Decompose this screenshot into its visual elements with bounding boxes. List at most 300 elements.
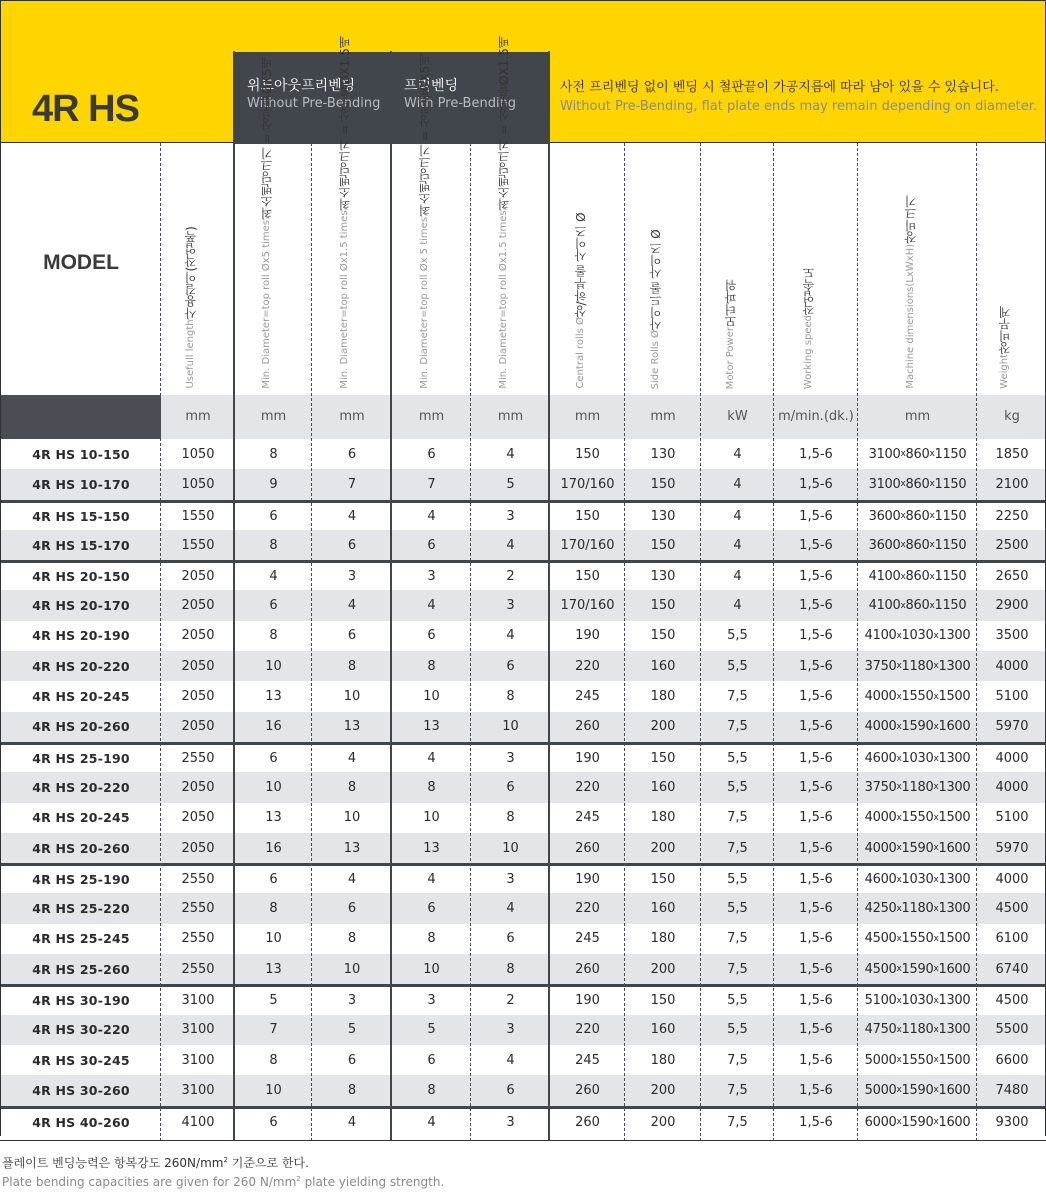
side-cell: 160: [650, 658, 676, 674]
central-cell: 170/160: [560, 598, 615, 614]
unit-cell: mm: [339, 409, 365, 424]
dimensions-cell: [858, 503, 977, 530]
times-separator: x: [896, 933, 902, 944]
length-cell: 2550: [181, 931, 215, 947]
table-row: [1, 742, 1045, 772]
times-separator: x: [933, 691, 939, 702]
column-header-ko: 최소벤딩크기 = 상부롤ØX1.5배: [338, 36, 352, 211]
wo5-cell: 10: [265, 1082, 282, 1098]
column-divider: [700, 143, 701, 1141]
length-cell: 3100: [181, 1082, 215, 1098]
model-cell: 4R HS 20-150: [32, 569, 130, 585]
central-cell: 190: [575, 993, 600, 1009]
w15-cell: 2: [506, 569, 515, 585]
dimensions-cell: [858, 803, 977, 833]
w5-cell: 4: [427, 872, 436, 888]
times-separator: x: [896, 753, 902, 764]
power-cell: 4: [733, 476, 742, 492]
dimension-value: 1600: [938, 840, 971, 856]
times-separator: x: [933, 1055, 939, 1066]
unit-cell: kg: [1004, 409, 1020, 424]
wo5-cell: 6: [269, 508, 278, 524]
speed-cell: 1,5-6: [799, 658, 833, 674]
power-cell: 7,5: [727, 1082, 748, 1098]
table-row: [1, 772, 1045, 802]
power-cell: 4: [733, 537, 742, 553]
speed-cell: 1,5-6: [799, 1022, 833, 1038]
times-separator: x: [933, 661, 939, 672]
prebending-note: [560, 79, 1046, 116]
times-separator: x: [933, 843, 939, 853]
times-separator: x: [933, 1085, 939, 1096]
dimension-value: 1300: [938, 993, 971, 1009]
model-cell: 4R HS 30-220: [32, 1022, 130, 1038]
wo15-cell: 13: [343, 840, 361, 856]
length-cell: 2050: [181, 658, 215, 674]
speed-cell: 1,5-6: [799, 537, 833, 553]
weight-cell: 2900: [995, 598, 1029, 614]
power-cell: 5,5: [727, 872, 748, 888]
length-cell: 2550: [181, 872, 215, 888]
dimensions-cell: [858, 987, 977, 1014]
column-header-en: Central rolls Ø: [575, 317, 586, 389]
wo5-cell: 10: [265, 931, 282, 947]
dimension-value: 1590: [901, 961, 934, 977]
times-separator: x: [933, 933, 939, 944]
w5-cell: 6: [427, 628, 436, 644]
side-cell: 200: [650, 840, 676, 856]
table-row: [1, 621, 1045, 651]
column-header-ko: 사이드롤 사이즈 Ø: [649, 228, 663, 330]
column-header-8: [724, 279, 738, 389]
central-cell: 245: [575, 931, 600, 947]
times-separator: x: [933, 1117, 939, 1128]
unit-cell: m/min.(dk.): [778, 409, 854, 424]
dimensions-cell: [858, 590, 977, 620]
speed-cell: 1,5-6: [799, 931, 833, 947]
dimension-value: 1150: [934, 569, 967, 585]
times-separator: x: [929, 511, 935, 522]
wo15-cell: 4: [347, 1114, 357, 1130]
unit-row: [0, 395, 1046, 439]
w15-cell: 6: [506, 658, 515, 674]
dimension-value: 1500: [938, 810, 971, 826]
dimension-value: 1150: [934, 508, 967, 524]
dimension-value: 860: [905, 508, 930, 524]
central-cell: 190: [575, 872, 600, 888]
side-cell: 200: [650, 961, 676, 977]
power-cell: 7,5: [727, 840, 748, 856]
wo5-cell: 10: [265, 779, 282, 795]
side-cell: 160: [650, 1022, 676, 1038]
weight-cell: 4000: [995, 751, 1029, 767]
times-separator: x: [933, 782, 939, 793]
column-header-9: [802, 267, 816, 389]
table-row: [1, 893, 1045, 923]
times-separator: x: [933, 630, 939, 641]
model-cell: 4R HS 20-260: [32, 719, 130, 735]
model-cell: 4R HS 30-245: [32, 1052, 130, 1068]
speed-cell: 1,5-6: [799, 476, 833, 492]
power-cell: 4: [733, 508, 742, 524]
dimension-value: 1180: [901, 1022, 934, 1038]
model-cell: 4R HS 25-190: [32, 872, 130, 888]
dimension-value: 3100: [868, 446, 901, 462]
footnote-en: Plate bending capacities are given for 260 $N/mm^2$ plate yielding strength.: [2, 1175, 445, 1189]
weight-cell: 2250: [995, 508, 1029, 524]
table-row: [1, 924, 1045, 954]
central-cell: 170/160: [560, 476, 615, 492]
table-row: [1, 500, 1045, 530]
column-header-ko: 최소벤딩크기 = 상부롤ØX5배: [418, 54, 432, 218]
column-header-ko: 상/하부롤 사이즈 Ø: [574, 212, 588, 318]
speed-cell: 1,5-6: [799, 779, 833, 795]
dimensions-cell: [858, 621, 977, 651]
times-separator: x: [929, 479, 935, 490]
column-divider: [233, 51, 235, 1141]
column-header-2: [260, 57, 274, 389]
prebending-note-ko: 사전 프리벤딩 없이 벤딩 시 철판끝이 가공지름에 따라 남아 있을 수 있습니다.: [560, 80, 999, 95]
power-cell: 4: [733, 598, 742, 614]
weight-cell: 9300: [995, 1114, 1029, 1130]
dimension-value: 5100: [864, 993, 897, 1009]
central-cell: 260: [575, 840, 600, 856]
table-row: [1, 984, 1045, 1014]
column-divider: [773, 143, 774, 1141]
wo5-cell: 8: [269, 1052, 278, 1068]
dimension-value: 4500: [864, 931, 897, 947]
dimensions-cell: [858, 469, 977, 499]
w15-cell: 8: [506, 961, 515, 977]
model-cell: 4R HS 20-245: [32, 689, 130, 705]
times-separator: x: [900, 511, 906, 522]
wo15-cell: 8: [347, 931, 357, 947]
without-prebending-header: [235, 52, 391, 144]
dimensions-cell: [858, 1075, 977, 1105]
dimension-value: 860: [905, 598, 930, 614]
column-header-en: Side Rolls Ø: [650, 329, 661, 389]
central-cell: 245: [575, 689, 600, 705]
times-separator: x: [896, 812, 902, 823]
with-prebending-header: [392, 52, 550, 144]
with-prebending-en: With Pre-Bending: [404, 96, 517, 111]
w15-cell: 2: [506, 993, 515, 1009]
power-cell: 7,5: [727, 1052, 748, 1068]
dimension-value: 4250: [864, 901, 897, 917]
dimensions-cell: [858, 712, 977, 742]
times-separator: x: [933, 1024, 939, 1035]
model-cell: 4R HS 25-190: [32, 751, 130, 767]
dimension-value: 860: [905, 446, 930, 462]
wo5-cell: 5: [269, 993, 278, 1009]
speed-cell: 1,5-6: [799, 810, 833, 826]
dimension-value: 860: [905, 476, 930, 492]
w15-cell: 5: [506, 476, 515, 492]
table-row: [1, 439, 1045, 469]
times-separator: x: [896, 995, 902, 1006]
w5-cell: 4: [427, 598, 436, 614]
dimension-value: 1600: [938, 961, 971, 977]
dimensions-cell: [858, 924, 977, 954]
length-cell: 2050: [181, 719, 215, 735]
power-cell: 7,5: [727, 689, 748, 705]
table-bottom-border: [0, 1140, 1046, 1141]
w5-cell: 13: [423, 840, 440, 856]
model-cell: 4R HS 20-220: [32, 779, 130, 795]
wo15-cell: 5: [347, 1022, 357, 1038]
model-cell: 4R HS 25-260: [32, 961, 130, 977]
times-separator: x: [929, 540, 935, 551]
w15-cell: 8: [506, 689, 515, 705]
w15-cell: 6: [506, 931, 515, 947]
speed-cell: 1,5-6: [799, 689, 833, 705]
times-separator: x: [900, 600, 906, 611]
length-cell: 2550: [181, 901, 215, 917]
dimension-value: 1030: [901, 628, 934, 644]
length-cell: 2050: [181, 840, 215, 856]
power-cell: 7,5: [727, 1114, 748, 1130]
times-separator: x: [933, 964, 939, 975]
w5-cell: 6: [427, 1052, 436, 1068]
weight-cell: 4000: [995, 872, 1029, 888]
central-cell: 190: [575, 628, 600, 644]
dimension-value: 1150: [934, 446, 967, 462]
without-prebending-ko: 위드아웃프리벤딩: [247, 78, 356, 94]
wo5-cell: 13: [265, 810, 282, 826]
dimension-value: 1600: [938, 1082, 971, 1098]
dimension-value: 4500: [864, 961, 897, 977]
times-separator: x: [896, 903, 902, 914]
times-separator: x: [933, 874, 939, 885]
w15-cell: 10: [502, 719, 519, 735]
column-header-ko: 장비무게: [998, 306, 1012, 355]
power-cell: 7,5: [727, 931, 748, 947]
times-separator: x: [896, 964, 902, 975]
model-cell: 4R HS 20-260: [32, 840, 130, 856]
dimension-value: 6000: [864, 1114, 897, 1130]
power-cell: 7,5: [727, 810, 748, 826]
model-cell: 4R HS 20-190: [32, 628, 130, 644]
w5-cell: 10: [423, 961, 440, 977]
table-row: [1, 590, 1045, 620]
dimension-value: 1500: [938, 1052, 971, 1068]
wo15-cell: 6: [347, 901, 357, 917]
times-separator: x: [900, 479, 906, 490]
wo15-cell: 4: [347, 598, 357, 614]
length-cell: 2050: [181, 810, 215, 826]
central-cell: 220: [575, 901, 600, 917]
power-cell: 5,5: [727, 1022, 748, 1038]
w5-cell: 4: [427, 1114, 436, 1130]
group-divider: [390, 51, 392, 1141]
wo5-cell: 6: [269, 1114, 278, 1130]
wo5-cell: 6: [269, 598, 278, 614]
central-cell: 260: [575, 1082, 600, 1098]
length-cell: 2050: [181, 689, 215, 705]
wo5-cell: 13: [265, 689, 282, 705]
model-cell: 4R HS 30-190: [32, 993, 130, 1009]
weight-cell: 5970: [995, 719, 1029, 735]
wo5-cell: 9: [269, 476, 278, 492]
w5-cell: 8: [427, 779, 436, 795]
wo15-cell: 10: [343, 689, 361, 705]
dimension-value: 4100: [864, 628, 897, 644]
length-cell: 1550: [181, 537, 215, 553]
table-row: [1, 560, 1045, 590]
unit-cell: mm: [260, 409, 287, 424]
dimension-value: 4000: [864, 840, 897, 856]
unit-cell: mm: [497, 409, 524, 424]
times-separator: x: [896, 1055, 902, 1066]
column-header-3: [338, 36, 352, 389]
dimension-value: 4750: [864, 1022, 897, 1038]
column-header-ko: 장비크기: [904, 196, 918, 245]
dimensions-cell: [858, 681, 977, 711]
central-cell: 220: [575, 779, 600, 795]
central-cell: 245: [575, 810, 600, 826]
dimension-value: 3750: [864, 658, 897, 674]
table-row: [1, 681, 1045, 711]
column-divider: [857, 143, 858, 1141]
speed-cell: 1,5-6: [799, 1052, 833, 1068]
central-cell: 245: [575, 1052, 600, 1068]
header-band: [0, 0, 1046, 143]
times-separator: x: [900, 449, 906, 460]
footnote: [2, 1152, 444, 1190]
dimension-value: 1500: [938, 689, 971, 705]
side-cell: 200: [650, 1082, 676, 1098]
times-separator: x: [933, 721, 939, 732]
column-header-en: Min. Diameter=top roll Øx5 times: [261, 220, 272, 389]
w15-cell: 6: [506, 779, 515, 795]
w5-cell: 4: [427, 508, 436, 524]
side-cell: 130: [650, 508, 676, 524]
dimension-value: 1180: [901, 658, 934, 674]
wo15-cell: 3: [347, 569, 357, 585]
w15-cell: 4: [506, 1052, 515, 1068]
times-separator: x: [933, 903, 939, 914]
dimension-value: 1030: [901, 872, 934, 888]
central-cell: 260: [575, 719, 600, 735]
power-cell: 7,5: [727, 719, 748, 735]
speed-cell: 1,5-6: [799, 901, 833, 917]
times-separator: x: [896, 1024, 902, 1035]
w15-cell: 3: [506, 1114, 515, 1130]
times-separator: x: [933, 812, 939, 823]
times-separator: x: [896, 691, 902, 702]
speed-cell: 1,5-6: [799, 598, 833, 614]
column-header-en: Min. Diameter=top roll Øx1.5 times: [339, 210, 350, 389]
length-cell: 2050: [181, 598, 215, 614]
column-header-ko: 작업속도: [802, 266, 816, 315]
dimension-value: 3750: [864, 779, 897, 795]
dimension-value: 1030: [901, 751, 934, 767]
dimension-value: 1300: [938, 658, 971, 674]
w15-cell: 4: [506, 901, 515, 917]
dimension-value: 1550: [901, 931, 934, 947]
side-cell: 180: [650, 931, 676, 947]
table-row: [1, 1075, 1045, 1105]
times-separator: x: [933, 753, 939, 764]
w5-cell: 4: [427, 751, 436, 767]
dimension-value: 4000: [864, 810, 897, 826]
model-cell: 4R HS 15-170: [32, 537, 130, 553]
column-header-7: [649, 229, 663, 389]
dimensions-cell: [858, 530, 977, 560]
weight-cell: 2500: [995, 537, 1029, 553]
w15-cell: 3: [506, 1022, 515, 1038]
side-cell: 130: [650, 446, 676, 462]
times-separator: x: [896, 782, 902, 793]
unit-cell: mm: [418, 409, 445, 424]
times-separator: x: [896, 843, 902, 853]
dimensions-cell: [858, 1109, 977, 1136]
w15-cell: 4: [506, 628, 515, 644]
side-cell: 150: [650, 872, 676, 888]
wo15-cell: 3: [347, 993, 357, 1009]
wo5-cell: 7: [269, 1022, 278, 1038]
w5-cell: 10: [423, 810, 440, 826]
central-cell: 150: [575, 569, 600, 585]
w5-cell: 5: [427, 1022, 436, 1038]
wo5-cell: 16: [265, 719, 282, 735]
spec-table-body: [0, 439, 1046, 1136]
column-header-6: [574, 212, 588, 389]
unit-cell: mm: [650, 409, 676, 424]
power-cell: 7,5: [727, 961, 748, 977]
dimensions-cell: [858, 893, 977, 923]
wo5-cell: 8: [269, 628, 278, 644]
wo5-cell: 8: [269, 446, 278, 462]
w15-cell: 4: [506, 446, 515, 462]
power-cell: 5,5: [727, 901, 748, 917]
wo5-cell: 6: [269, 751, 278, 767]
side-cell: 200: [650, 1114, 676, 1130]
power-cell: 5,5: [727, 658, 748, 674]
column-header-ko: 최소벤딩크기 = 상부롤ØX1.5배: [497, 36, 511, 211]
weight-cell: 2650: [995, 569, 1029, 585]
wo15-cell: 6: [347, 628, 357, 644]
dimensions-cell: [858, 772, 977, 802]
wo15-cell: 10: [343, 961, 361, 977]
wo5-cell: 4: [269, 569, 278, 585]
weight-cell: 4000: [995, 658, 1029, 674]
column-divider: [160, 143, 161, 1141]
weight-cell: 6100: [995, 931, 1029, 947]
dimension-value: 1590: [901, 719, 934, 735]
dimension-value: 1550: [901, 689, 934, 705]
unit-row-model-cell: [1, 395, 161, 439]
weight-cell: 4500: [995, 901, 1029, 917]
model-cell: 4R HS 15-150: [32, 508, 130, 524]
wo5-cell: 10: [265, 658, 282, 674]
times-separator: x: [929, 571, 935, 582]
power-cell: 5,5: [727, 628, 748, 644]
central-cell: 260: [575, 1114, 600, 1130]
side-cell: 150: [650, 537, 676, 553]
column-header-en: Working speed: [803, 314, 814, 389]
wo15-cell: 6: [347, 537, 357, 553]
central-cell: 260: [575, 961, 600, 977]
dimension-value: 1550: [901, 1052, 934, 1068]
weight-cell: 5100: [995, 810, 1029, 826]
w5-cell: 6: [427, 446, 436, 462]
wo5-cell: 6: [269, 872, 278, 888]
model-cell: 4R HS 20-170: [32, 598, 130, 614]
model-cell: 4R HS 10-150: [32, 446, 130, 462]
length-cell: 1550: [181, 508, 215, 524]
wo5-cell: 13: [265, 961, 282, 977]
